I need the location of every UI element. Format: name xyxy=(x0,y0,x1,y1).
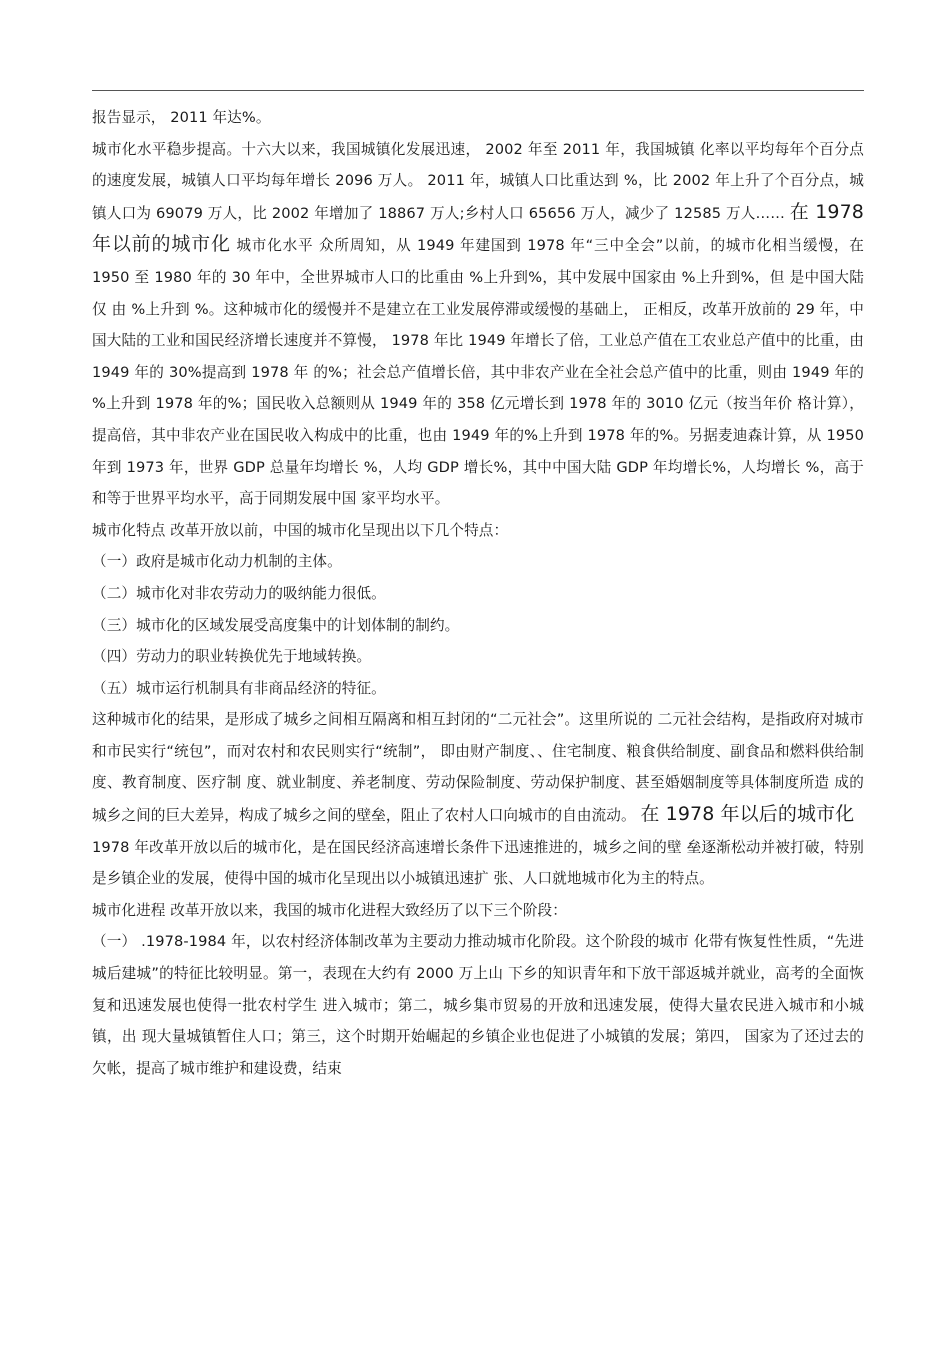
paragraph xyxy=(92,704,864,831)
paragraph xyxy=(92,102,864,134)
list-item-text: （一）政府是城市化动力机制的主体。 xyxy=(92,553,342,571)
section-heading: 在 1978 年以后的城市化 xyxy=(640,803,855,826)
paragraph-text: 城市化水平 众所周知，从 1949 年建国到 1978 年“三中全会”以前，的城市化相当缓慢，在 1950 至 1980 年的 30 年中，全世界城市人口的比重由 %上升到%，其中发展中国家由 %上升到%，但 是中国大陆仅 由 %上升到 %。这种城市化的缓慢并不是建立在工业发展停滞或缓慢的基础上， 正相反，改革开放前的 29 年，中国大陆的工业和国民经济增长速度并不算慢， 1978 年比 1949 年增长了倍，工业总产值在工农业总产值中的比重，由 1949 年的 30%提高到 1978 年 的%；社会总产值增长倍，其中非农产业在全社会总产值中的比重，则由 1949 年的 %上升到 1978 年的%；国民收入总额则从 1949 年的 358 亿元增长到 1978 年的 3010 亿元（按当年价 格计算），提高倍，其中非农产业在国民收入构成中的比重，也由 1949 年的%上升到 1978 年的%。另据麦迪森计算，从 1950 年到 1973 年，世界 GDP 总量年均增长 %，人均 GDP 增长%，其中中国大陆 GDP 年均增长%，人均增长 %，高于和等于世界平均水平，高于同期发展中国 家平均水平。 xyxy=(92,237,865,508)
paragraph-text: 城市化进程 改革开放以来，我国的城市化进程大致经历了以下三个阶段： xyxy=(92,901,567,919)
paragraph xyxy=(92,926,864,1084)
list-item xyxy=(92,641,864,673)
paragraph xyxy=(92,515,864,547)
list-item xyxy=(92,546,864,578)
paragraph-text: 城市化水平稳步提高。十六大以来，我国城镇化发展迅速， 2002 年至 2011 年，我国城镇 化率以平均每年个百分点的速度发展，城镇人口平均每年增长 2096 万人。 2011 年，城镇人口比重达到 %，比 2002 年上升了个百分点，城镇人口为 69079 万人，比 2002 年增加了 18867 万人;乡村人口 65656 万人，减少了 12585 万人…… xyxy=(92,140,864,222)
list-item-text: （三）城市化的区域发展受高度集中的计划体制的制约。 xyxy=(92,616,460,634)
list-item-text: （五）城市运行机制具有非商品经济的特征。 xyxy=(92,679,386,697)
list-item-text: （二）城市化对非农劳动力的吸纳能力很低。 xyxy=(92,584,386,602)
paragraph-text: 报告显示， 2011 年达%。 xyxy=(92,109,271,126)
section-heading: 在 1978 年以前的城市化 xyxy=(92,200,864,256)
header-rule xyxy=(92,90,864,91)
list-item xyxy=(92,578,864,610)
paragraph xyxy=(92,832,864,895)
paragraph-text: （一） .1978-1984 年，以农村经济体制改革为主要动力推动城市化阶段。这个阶段的城市 化带有恢复性性质，“先进城后建城”的特征比较明显。第一，表现在大约有 2000 万上山 下乡的知识青年和下放干部返城并就业，高考的全面恢复和迅速发展也使得一批农村学生 进入城市；第二，城乡集市贸易的开放和迅速发展，使得大量农民进入城市和小城镇，出 现大量城镇暂住人口；第三，这个时期开始崛起的乡镇企业也促进了小城镇的发展；第四， 国家为了还过去的欠帐，提高了城市维护和建设费，结束 xyxy=(92,933,864,1077)
paragraph-text: 1978 年改革开放以后的城市化，是在国民经济高速增长条件下迅速推进的，城乡之间的壁 垒逐渐松动并被打破，特别是乡镇企业的发展，使得中国的城市化呈现出以小城镇迅速扩 张、人口就地城市化为主的特点。 xyxy=(92,838,864,888)
document-body xyxy=(92,102,864,1084)
paragraph xyxy=(92,895,864,927)
list-item xyxy=(92,673,864,705)
paragraph xyxy=(92,134,864,515)
list-item-text: （四）劳动力的职业转换优先于地域转换。 xyxy=(92,648,372,666)
paragraph-text: 城市化特点 改革开放以前，中国的城市化呈现出以下几个特点： xyxy=(92,521,509,539)
list-item xyxy=(92,610,864,642)
paragraph-text: 这种城市化的结果，是形成了城乡之间相互隔离和相互封闭的“二元社会”。这里所说的 二元社会结构，是指政府对城市和市民实行“统包”，而对农村和农民则实行“统制”， 即由财产制度、、住宅制度、粮食供给制度、副食品和燃料供给制度、教育制度、医疗制 度、就业制度、养老制度、劳动保险制度、劳动保护制度、甚至婚姻制度等具体制度所造 成的城乡之间的巨大差异，构成了城乡之间的壁垒，阻止了农村人口向城市的自由流动。 xyxy=(92,711,864,825)
